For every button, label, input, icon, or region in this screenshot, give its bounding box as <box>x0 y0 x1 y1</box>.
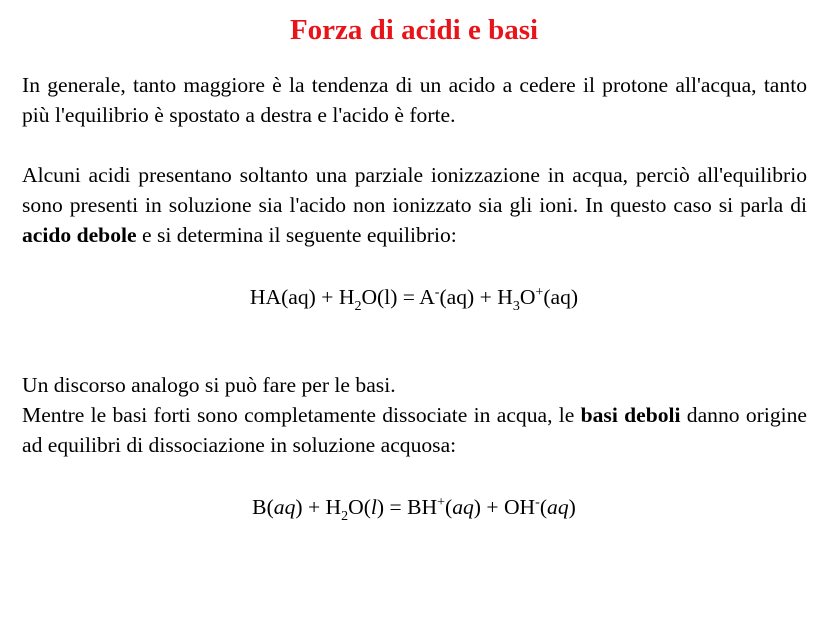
paragraph-acid-strength <box>22 70 807 130</box>
eq-italic: l <box>370 495 377 519</box>
eq-part: O <box>519 285 536 309</box>
eq-subscript: 2 <box>354 299 362 314</box>
eq-italic: aq <box>547 495 569 519</box>
slide-title: Forza di acidi e basi <box>289 14 539 46</box>
eq-part: ( <box>445 495 453 519</box>
eq-part: ( <box>539 495 548 519</box>
eq-part: HA(aq) + H <box>249 285 355 309</box>
paragraph-line1: Un discorso analogo si può fare per le basi. <box>22 373 396 397</box>
eq-part: ) + H <box>295 495 342 519</box>
eq-italic: aq <box>452 495 474 519</box>
eq-part: ) + OH <box>473 495 536 519</box>
paragraph-text-after: danno origine ad equilibri di dissociazione in soluzione acquosa: <box>22 403 807 457</box>
eq-part: ) = BH <box>376 495 438 519</box>
weak-base-term: basi deboli <box>580 403 681 427</box>
acid-equilibrium-equation <box>0 282 828 312</box>
eq-superscript: + <box>535 285 544 300</box>
paragraph-weak-acid <box>22 160 807 250</box>
paragraph-weak-base <box>22 370 807 460</box>
eq-part: O( <box>348 495 371 519</box>
eq-subscript: 2 <box>341 509 349 524</box>
eq-italic: aq <box>273 495 296 519</box>
paragraph-text-before: Alcuni acidi presentano soltanto una parziale ionizzazione in acqua, perciò all'equilibrio sono presenti in soluzione sia l'acido non ionizzato sia gli ioni. In questo caso si parla di <box>22 163 807 217</box>
eq-superscript: - <box>535 495 540 510</box>
base-equilibrium-equation <box>0 492 828 522</box>
eq-superscript: + <box>437 495 445 510</box>
eq-part: O(l) = A <box>361 285 435 309</box>
eq-part: (aq) + H <box>439 285 513 309</box>
eq-subscript: 3 <box>512 299 520 314</box>
weak-acid-term: acido debole <box>22 223 137 247</box>
eq-superscript: - <box>434 285 440 300</box>
paragraph-text: In generale, tanto maggiore è la tendenza di un acido a cedere il protone all'acqua, tanto più l'equilibrio è spostato a destra e l'acido è forte. <box>22 73 807 127</box>
eq-part: ) <box>568 495 576 519</box>
paragraph-text-after: e si determina il seguente equilibrio: <box>136 223 457 247</box>
eq-part: (aq) <box>543 285 579 309</box>
eq-part: B( <box>252 495 274 519</box>
paragraph-text-before: Mentre le basi forti sono completamente dissociate in acqua, le <box>22 403 581 427</box>
